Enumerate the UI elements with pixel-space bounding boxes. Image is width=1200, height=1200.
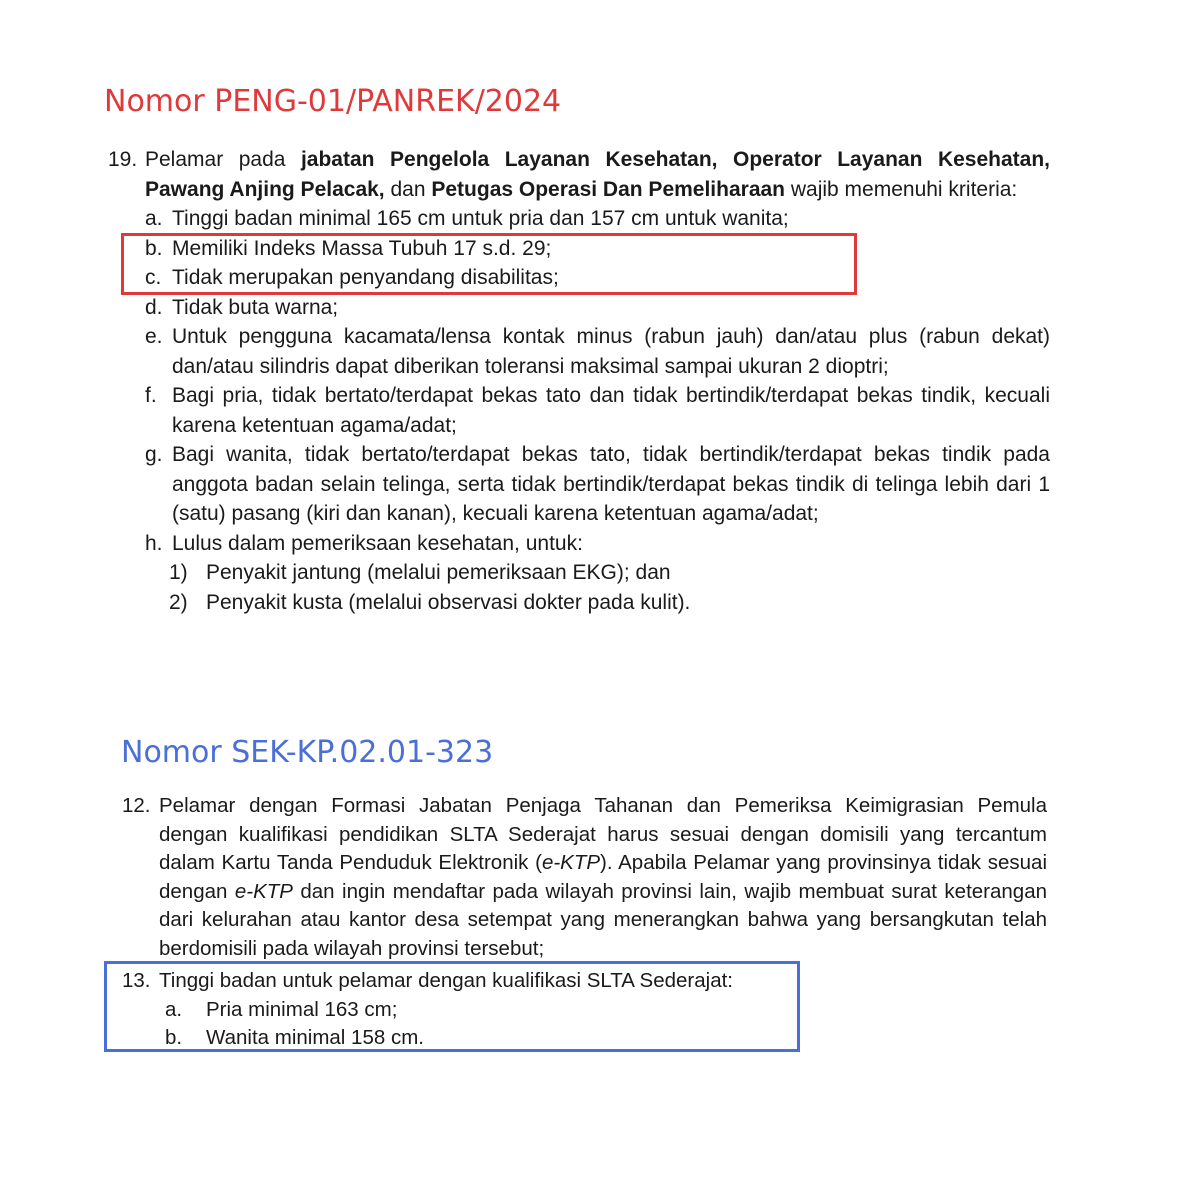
height-item-a: a. Pria minimal 163 cm;: [165, 997, 398, 1021]
list-item-13: 13. Tinggi badan untuk pelamar dengan kualifikasi SLTA Sederajat: a. Pria minimal 163 cm; b. Wanita minimal 158 cm.: [122, 967, 1047, 1053]
criteria-item-b: b. Memiliki Indeks Massa Tubuh 17 s.d. 29;: [145, 236, 552, 260]
cropped-text-fragment-top: [246, 783, 496, 789]
intro-text: wajib memenuhi kriteria:: [785, 177, 1018, 201]
criteria-item-a: a. Tinggi badan minimal 165 cm untuk pria dan 157 cm untuk wanita;: [145, 207, 789, 230]
highlight-box-blue: [104, 961, 800, 1052]
criteria-subitem-1: 1) Penyakit jantung (melalui pemeriksaan EKG); dan: [169, 561, 671, 584]
criteria-subitem-2: 2) Penyakit kusta (melalui observasi dokter pada kulit).: [169, 590, 691, 614]
list-item-19: [108, 145, 1050, 617]
heading-document-number-2: Nomor SEK-KP.02.01-323: [121, 735, 494, 770]
intro-bold-positions: jabatan Pengelola Layanan Kesehatan, Operator Layanan Kesehatan, Pawang Anjing Pelacak,: [145, 148, 1050, 201]
criteria-item-d: d. Tidak buta warna;: [145, 295, 339, 319]
heading-document-number-1: Nomor PENG-01/PANREK/2024: [104, 84, 562, 119]
document-section-19: [108, 145, 1050, 617]
list-item-12: 12. Pelamar dengan Formasi Jabatan Penjaga Tahanan dan Pemeriksa Keimigrasian Pemula dengan kualifikasi pendidikan SLTA Sederajat harus sesuai dengan domisili yang tercantum dalam Kartu Tanda Penduduk Elektronik (e-KTP). Apabila Pelamar yang provinsinya tidak sesuai dengan e-KTP dan ingin mendaftar pada wilayah provinsi lain, wajib membuat surat keterangan dari kelurahan atau kantor desa setempat yang menerangkan bahwa yang bersangkutan telah berdomisili pada wilayah provinsi tersebut;: [122, 794, 1047, 960]
criteria-item-h: h. Lulus dalam pemeriksaan kesehatan, untuk:: [145, 531, 583, 555]
item-number: 13.: [122, 969, 151, 992]
intro-bold-positions: Petugas Operasi Dan Pemeliharaan: [431, 177, 786, 201]
intro-text: Pelamar pada: [145, 148, 301, 171]
intro-text: dan: [384, 177, 432, 201]
italic-term: e-KTP: [234, 879, 293, 903]
criteria-item-e: e. Untuk pengguna kacamata/lensa kontak minus (rabun jauh) dan/atau plus (rabun dekat) dan/atau silindris dapat diberikan toleransi maksimal sampai ukuran 2 dioptri;: [145, 325, 1050, 378]
item-number: 19.: [108, 148, 138, 171]
criteria-item-f: f. Bagi pria, tidak bertato/terdapat bekas tato dan tidak bertindik/terdapat bekas tindik, kecuali karena ketentuan agama/adat;: [145, 384, 1050, 437]
highlight-box-red: [121, 233, 857, 295]
item-number: 12.: [122, 794, 151, 817]
cropped-text-fragment-bottom: [135, 1054, 395, 1059]
italic-term: e-KTP: [541, 851, 601, 874]
height-item-b: b. Wanita minimal 158 cm.: [165, 1026, 424, 1049]
criteria-item-c: c. Tidak merupakan penyandang disabilitas;: [145, 266, 559, 289]
criteria-item-g: g. Bagi wanita, tidak bertato/terdapat bekas tato, tidak bertindik/terdapat bekas tindik pada anggota badan selain telinga, serta tidak bertindik/terdapat bekas tindik di telinga lebih dari 1 (satu) pasang (kiri dan kanan), kecuali karena ketentuan agama/adat;: [145, 443, 1050, 525]
